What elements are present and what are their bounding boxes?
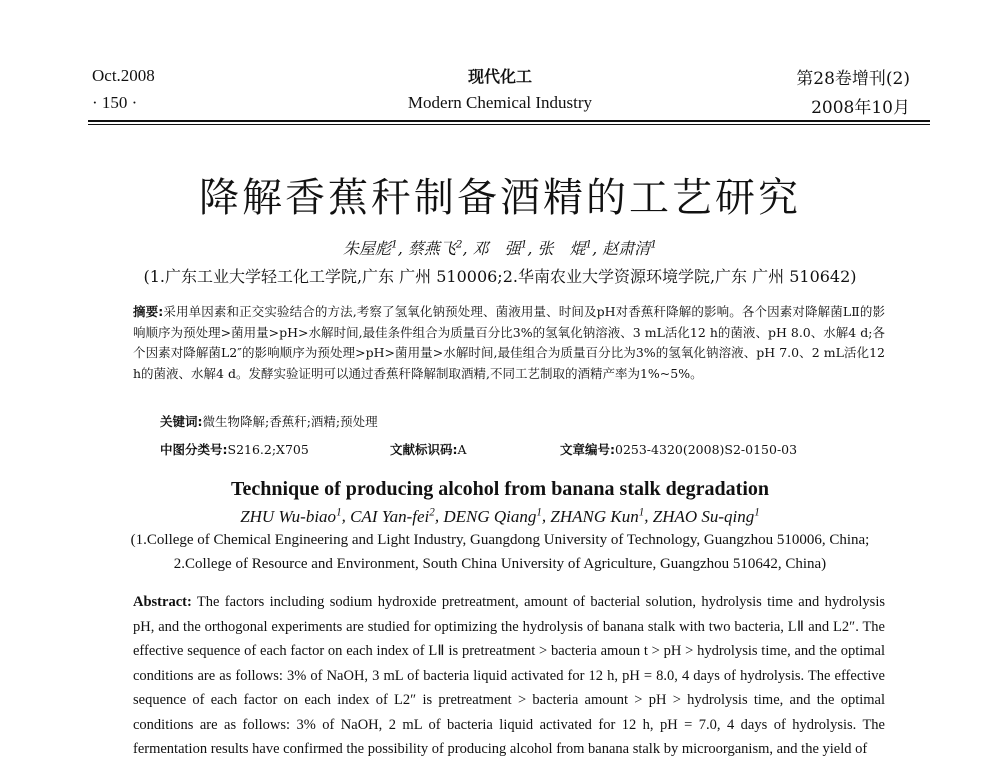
header-date: Oct.2008 (92, 66, 155, 85)
authors-cn: 朱屋彪$^1$, 蔡燕飞$^2$, 邓 强$^1$, 张 焜$^1$, 赵肃清$^1$ (343, 238, 657, 258)
author-cn: 张 焜$^1$ (537, 238, 593, 258)
abstract-text-en: The factors including sodium hydroxide pretreatment, amount of bacterial solution, hydrolysis time and hydrolysis pH, and the orthogonal experiments are studied for optimizing the hydrolysis of banana stalk with two bacteria, LⅡ and L2″. The effective sequence of each factor on each index of LⅡ is pretreatment > bacteria amoun t > pH > hydrolysis time, and the optimal conditions are as follows: 3% of NaOH, 3 mL of bacteria liquid activated for 12 h, pH = 8.0, 4 days of hydrolysis. The effective sequence of each factor on each index of L2″ is pretreatment > bacteria amount > pH > hydrolysis time, and the optimal conditions are as follows: 3% of NaOH, 2 mL of bacteria liquid activated for 12 h, pH = 7.0, 4 days of hydrolysis. The fermentation results have confirmed the possibility of producing alcohol from banana stalk by microorganism, and the yield of (133, 594, 885, 757)
paper-title-cn: 降解香蕉秆制备酒精的工艺研究 (199, 175, 801, 221)
journal-name-en: Modern Chemical Industry (407, 93, 593, 112)
header-rule (88, 120, 930, 122)
abstract-en (133, 590, 885, 762)
author-cn: 赵肃清$^1$ (602, 238, 657, 258)
article-number: 文章编号:0253-4320(2008)S2-0150-03 (560, 442, 798, 457)
authors-en: ZHU Wu-biao$^1$, CAI Yan-fei$^2$, DENG Qiang$^1$, ZHANG Kun$^1$, ZHAO Su-qing$^1$ (240, 506, 760, 526)
abstract-label-cn: 摘要: (133, 304, 164, 319)
page-number: · 150 · (92, 93, 138, 112)
author-en: CAI Yan-fei$^2$ (350, 506, 435, 526)
keywords-cn (160, 412, 378, 430)
journal-name-cn: 现代化工 (467, 67, 532, 86)
abstract-cn (133, 302, 885, 384)
abstract-label-en: Abstract: (133, 594, 192, 610)
issue-date: 2008年10月 (811, 98, 910, 118)
abstract-text-cn: 采用单因素和正交实验结合的方法,考察了氢氧化钠预处理、菌液用量、时间及pH对香蕉秆降解的影响。各个因素对降解菌LⅡ的影响顺序为预处理>菌用量>pH>水解时间,最佳条件组合为质量百分比3%的氢氧化钠溶液、3 mL活化12 h的菌液、pH 8.0、水解4 d;各个因素对降解菌L2″的影响顺序为预处理>pH>菌用量>水解时间,最佳组合为质量百分比为3%的氢氧化钠溶液、pH 7.0、2 mL活化12 h的菌液、水解4 d。发酵实验证明可以通过香蕉秆降解制取酒精,不同工艺制取的酒精产率为1%~5%。 (133, 304, 885, 381)
affiliation-cn: (1.广东工业大学轻工化工学院,广东 广州 510006;2.华南农业大学资源环境学院,广东 广州 510642) (143, 267, 857, 286)
document-code: 文献标识码:A (390, 442, 467, 457)
author-en: ZHANG Kun$^1$ (550, 506, 645, 526)
author-en: DENG Qiang$^1$ (443, 506, 542, 526)
affiliation-en-2: 2.College of Resource and Environment, South China University of Agriculture, Guangzhou 510642, China) (173, 556, 827, 572)
author-en: ZHAO Su-qing$^1$ (652, 506, 760, 526)
affiliation-en-1: (1.College of Chemical Engineering and Light Industry, Guangdong University of Technology, Guangzhou 510006, China; (130, 532, 870, 548)
volume-issue: 第28卷增刊(2) (796, 69, 910, 89)
author-cn: 邓 强$^1$ (472, 238, 528, 258)
keywords-label: 关键词: (160, 414, 203, 429)
author-cn: 蔡燕飞$^2$ (407, 238, 463, 258)
author-cn: 朱屋彪$^1$ (343, 238, 398, 258)
keywords-text: 微生物降解;香蕉秆;酒精;预处理 (202, 414, 378, 429)
paper-title-en: Technique of producing alcohol from banana stalk degradation (230, 478, 770, 500)
header-rule-thin (88, 124, 930, 125)
clc-number: 中图分类号:S216.2;X705 (160, 442, 309, 457)
author-en: ZHU Wu-biao$^1$ (240, 506, 342, 526)
